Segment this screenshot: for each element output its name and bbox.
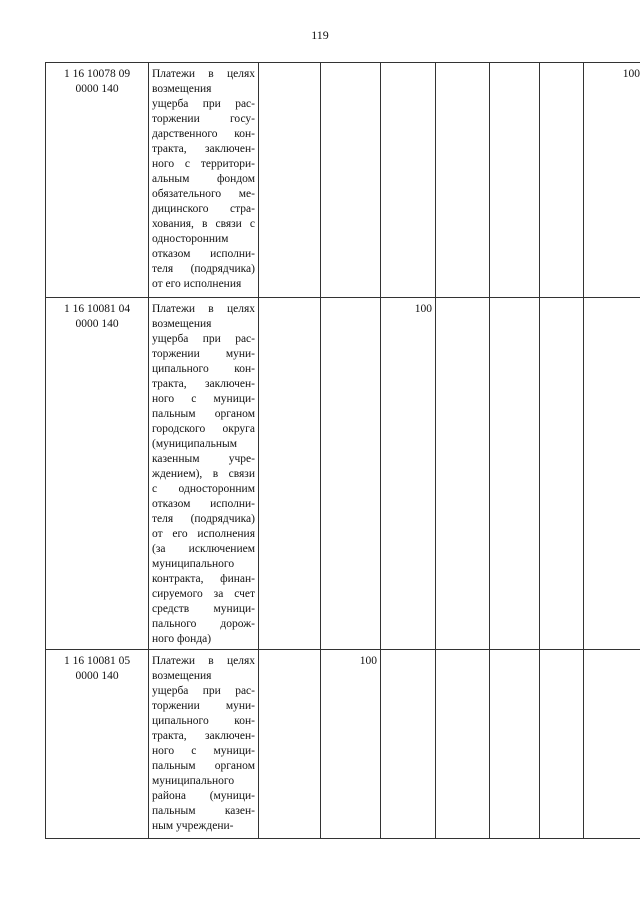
description-line: сируемого за счет [152, 588, 255, 600]
description-line: дарственного кон- [152, 128, 255, 140]
value-cell [381, 63, 436, 298]
budget-code-line: 0000 140 [75, 83, 119, 95]
description-line: хования, в связи с [152, 218, 255, 230]
value-cell [490, 650, 540, 839]
description-line: возмещения [152, 670, 212, 682]
description-line: торжении муни- [152, 348, 255, 360]
description-cell [149, 298, 259, 650]
budget-code-line: 1 16 10078 09 [63, 68, 131, 80]
table-row [46, 650, 640, 839]
value-cell [321, 63, 381, 298]
value-cell [259, 298, 321, 650]
description-cell [149, 650, 259, 839]
value-cell [436, 298, 490, 650]
budget-code-cell [46, 650, 149, 839]
value-cell: 100 [584, 63, 640, 298]
description-line: Платежи в целях [152, 303, 255, 315]
value-cell [381, 650, 436, 839]
value-cell [490, 63, 540, 298]
value-cell [259, 650, 321, 839]
description-line: тракта, заключен- [152, 378, 255, 390]
value-cell [436, 63, 490, 298]
description-line: торжении муни- [152, 700, 255, 712]
description-line: Платежи в целях [152, 655, 255, 667]
description-line: (муниципальным [152, 438, 237, 450]
value-cell [584, 650, 640, 839]
budget-code-cell [46, 298, 149, 650]
table-row [46, 63, 640, 298]
description-line: муниципального [152, 775, 235, 787]
description-line: пальным органом [152, 408, 255, 420]
table-row [46, 298, 640, 650]
description-line: ципального кон- [152, 363, 255, 375]
description-line: ным учреждени- [152, 820, 234, 832]
budget-code-line: 0000 140 [75, 318, 119, 330]
description-line: альным фондом [152, 173, 255, 185]
description-line: ного с муници- [152, 393, 255, 405]
description-line: с односторонним [152, 483, 255, 495]
description-line: дицинского стра- [152, 203, 255, 215]
description-line: Платежи в целях [152, 68, 255, 80]
value-cell [490, 298, 540, 650]
value-cell [321, 298, 381, 650]
page-number: 119 [311, 28, 329, 42]
description-line: ущерба при рас- [152, 98, 255, 110]
description-line: теля (подрядчика) [152, 513, 255, 525]
table-body [46, 63, 640, 839]
value-cell [540, 650, 584, 839]
description-line: ного с муници- [152, 745, 255, 757]
budget-table [45, 62, 640, 839]
value-cell [436, 650, 490, 839]
description-line: отказом исполни- [152, 248, 255, 260]
description-line: городского округа [152, 423, 255, 435]
description-line: от его исполнения [152, 528, 255, 540]
description-line: пальным казен- [152, 805, 255, 817]
description-cell [149, 63, 259, 298]
description-line: возмещения [152, 83, 212, 95]
description-line: ждением), в связи [152, 468, 255, 480]
description-line: ущерба при рас- [152, 685, 255, 697]
description-line: торжении госу- [152, 113, 255, 125]
description-line: односторонним [152, 233, 229, 245]
description-line: (за исключением [152, 543, 255, 555]
description-line: тракта, заключен- [152, 730, 255, 742]
description-line: тракта, заключен- [152, 143, 255, 155]
description-line: пальным органом [152, 760, 255, 772]
description-line: ного фонда) [152, 633, 212, 645]
value-cell [540, 298, 584, 650]
description-line: контракта, финан- [152, 573, 255, 585]
value-cell: 100 [321, 650, 381, 839]
description-line: района (муници- [152, 790, 255, 802]
budget-code-cell [46, 63, 149, 298]
budget-code-line: 1 16 10081 04 [63, 303, 131, 315]
description-line: ущерба при рас- [152, 333, 255, 345]
description-line: теля (подрядчика) [152, 263, 255, 275]
value-cell: 100 [381, 298, 436, 650]
description-line: от его исполнения [152, 278, 242, 290]
description-line: обязательного ме- [152, 188, 255, 200]
value-cell [584, 298, 640, 650]
description-line: отказом исполни- [152, 498, 255, 510]
description-line: возмещения [152, 318, 212, 330]
description-line: муниципального [152, 558, 235, 570]
value-cell [540, 63, 584, 298]
description-line: казенным учре- [152, 453, 255, 465]
description-line: средств муници- [152, 603, 255, 615]
description-line: ципального кон- [152, 715, 255, 727]
description-line: ного с территори- [152, 158, 255, 170]
description-line: пального дорож- [152, 618, 255, 630]
budget-code-line: 0000 140 [75, 670, 119, 682]
budget-code-line: 1 16 10081 05 [63, 655, 131, 667]
value-cell [259, 63, 321, 298]
